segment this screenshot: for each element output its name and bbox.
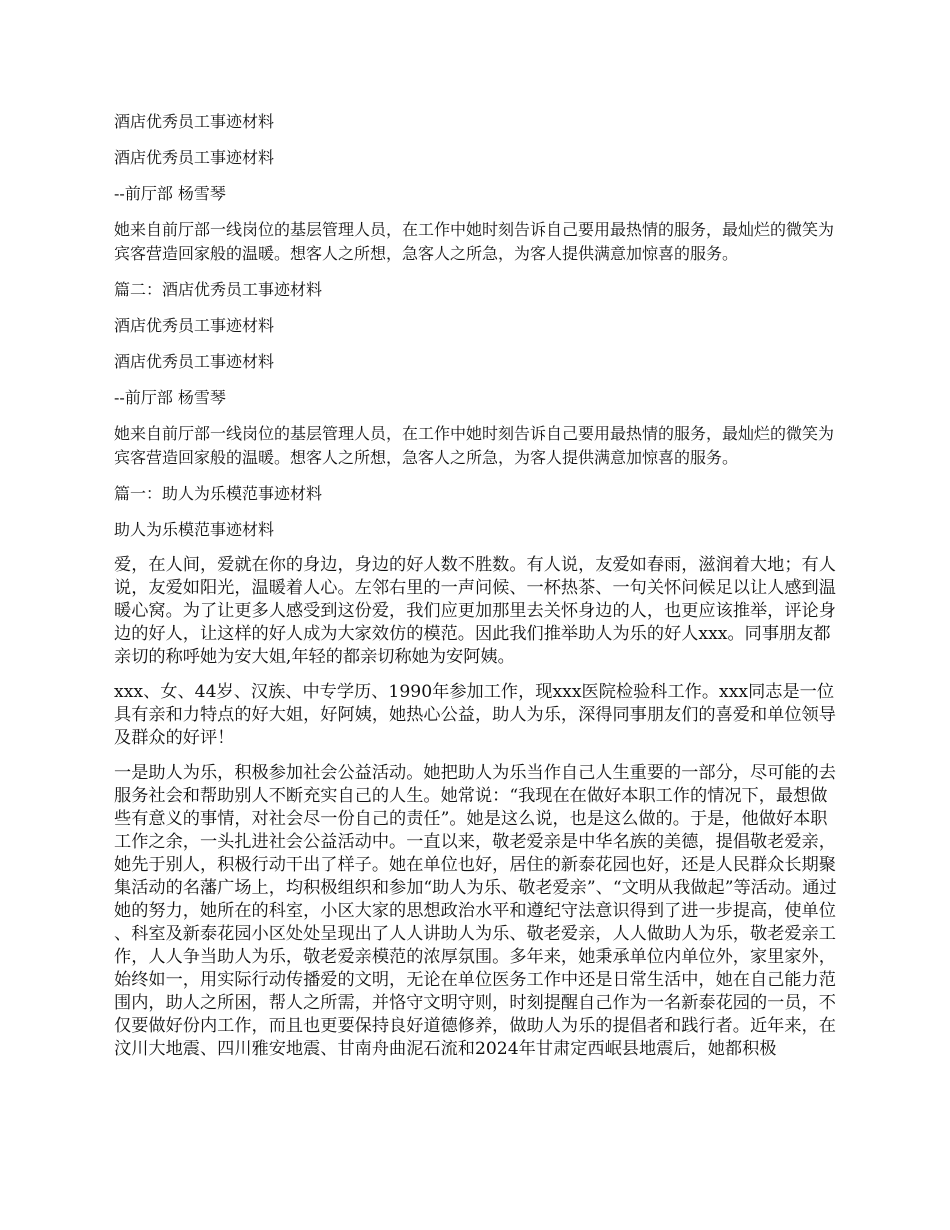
body-paragraph: 一是助人为乐，积极参加社会公益活动。她把助人为乐当作自己人生重要的一部分，尽可能的去服务社会和帮助别人不断充实自己的人生。她常说：“我现在在做好本职工作的情况下，最想做些有意义的事情，对社会尽一份自己的责任”。她是这么说，也是这么做的。于是，他做好本职工作之余，一头扎进社会公益活动中。一直以来，敬老爱亲是中华名族的美德，提倡敬老爱亲，她先于别人，积极行动干出了样子。她在单位也好，居住的新泰花园也好，还是人民群众长期聚集活动的名藩广场上，均积极组织和参加“助人为乐、敬老爱亲”、“文明从我做起”等活动。通过她的努力，她所在的科室，小区大家的思想政治水平和遵纪守法意识得到了进一步提高，使单位、科室及新泰花园小区处处呈现出了人人讲助人为乐、敬老爱亲，人人做助人为乐，敬老爱亲工作，人人争当助人为乐，敬老爱亲模范的浓厚氛围。多年来，她秉承单位内单位外，家里家外，始终如一，用实际行动传播爱的文明，无论在单位医务工作中还是日常生活中，她在自己能力范围内，助人之所困，帮人之所需，并恪守文明守则，时刻提醒自己作为一名新泰花园的一员，不仅要做好份内工作，而且也更要保持良好道德修养，做助人为乐的提倡者和践行者。近年来，在汶川大地震、四川雅安地震、甘南舟曲泥石流和2024年甘肃定西岷县地震后，她都积极	[114, 763, 837, 1059]
body-paragraph: 她来自前厅部一线岗位的基层管理人员，在工作中她时刻告诉自己要用最热情的服务，最灿烂的微笑为宾客营造回家般的温暖。想客人之所想，急客人之所急，为客人提供满意加惊喜的服务。	[114, 220, 835, 263]
section-title: 酒店优秀员工事迹材料	[114, 352, 275, 371]
section-title: 酒店优秀员工事迹材料	[114, 148, 275, 167]
section-title: 酒店优秀员工事迹材料	[114, 316, 275, 335]
section-title: 助人为乐模范事迹材料	[114, 520, 275, 539]
section-heading: 篇二：酒店优秀员工事迹材料	[114, 280, 323, 299]
body-paragraph: 她来自前厅部一线岗位的基层管理人员，在工作中她时刻告诉自己要用最热情的服务，最灿烂的微笑为宾客营造回家般的温暖。想客人之所想，急客人之所急，为客人提供满意加惊喜的服务。	[114, 424, 835, 467]
document-title: 酒店优秀员工事迹材料	[114, 112, 275, 131]
author-line: --前厅部 杨雪琴	[114, 388, 226, 407]
document-body	[114, 110, 840, 1073]
body-paragraph: 爱，在人间，爱就在你的身边，身边的好人数不胜数。有人说，友爱如春雨，滋润着大地；有人说，友爱如阳光，温暖着人心。左邻右里的一声问候、一杯热茶、一句关怀问候足以让人感到温暖心窝。为了让更多人感受到这份爱，我们应更加那里去关怀身边的人，也更应该推举，评论身边的好人，让这样的好人成为大家效仿的模范。因此我们推举助人为乐的好人xxx。同事朋友都亲切的称呼她为安大姐,年轻的都亲切称她为安阿姨。	[114, 555, 836, 667]
section-heading: 篇一：助人为乐模范事迹材料	[114, 484, 323, 503]
body-paragraph: xxx、女、44岁、汉族、中专学历、1990年参加工作，现xxx医院检验科工作。xxx同志是一位具有亲和力特点的好大姐，好阿姨，她热心公益，助人为乐，深得同事朋友们的喜爱和单位领导及群众的好评！	[114, 682, 836, 748]
author-line: --前厅部 杨雪琴	[114, 184, 226, 203]
